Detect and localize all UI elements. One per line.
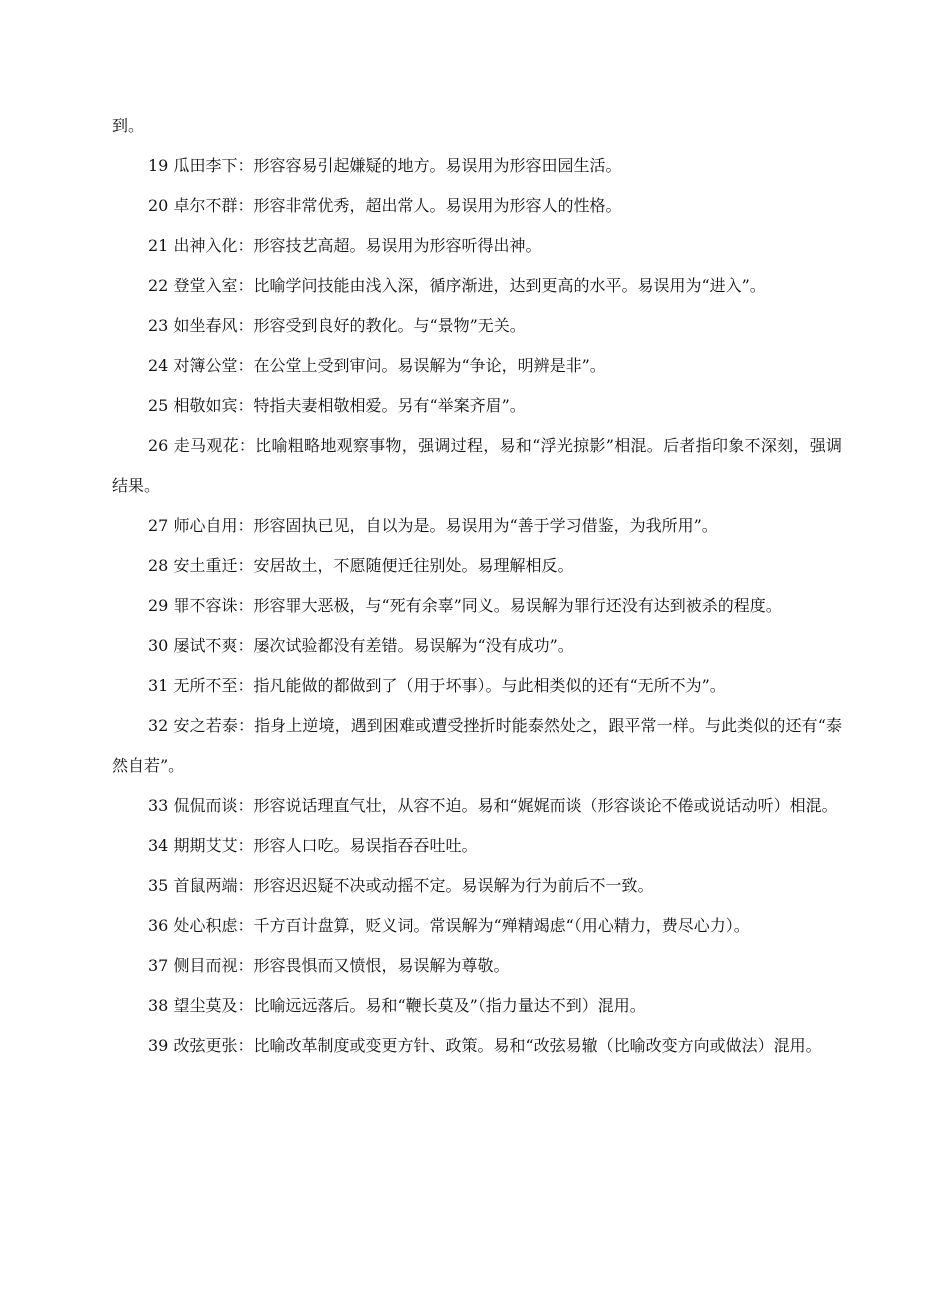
idiom-entry-24: 24 对簿公堂：在公堂上受到审问。易误解为“争论，明辨是非”。 — [148, 356, 606, 375]
idiom-entry-20: 20 卓尔不群：形容非常优秀，超出常人。易误用为形容人的性格。 — [148, 196, 622, 215]
idiom-entry-33: 33 侃侃而谈：形容说话理直气壮，从容不迫。易和“娓娓而谈（形容谈论不倦或说话动听）相混。 — [148, 796, 838, 815]
idiom-entry-29: 29 罪不容诛：形容罪大恶极，与“死有余辜”同义。易误解为罪行还没有达到被杀的程度。 — [148, 596, 782, 615]
idiom-entry-35: 35 首鼠两端：形容迟迟疑不决或动摇不定。易误解为行为前后不一致。 — [148, 876, 654, 895]
idiom-entry-21: 21 出神入化：形容技艺高超。易误用为形容听得出神。 — [148, 236, 542, 255]
idiom-entry-30: 30 屡试不爽：屡次试验都没有差错。易误解为“没有成功”。 — [148, 636, 574, 655]
idiom-entry-32: 32 安之若泰：指身上逆境，遇到困难或遭受挫折时能泰然处之，跟平常一样。与此类似的还有“泰然自若”。 — [112, 716, 842, 775]
idiom-entry-31: 31 无所不至：指凡能做的都做到了（用于坏事）。与此相类似的还有“无所不为”。 — [148, 676, 726, 695]
paragraph-continuation: 到。 — [112, 116, 145, 135]
idiom-entry-22: 22 登堂入室：比喻学问技能由浅入深，循序渐进，达到更高的水平。易误用为“进入”。 — [148, 276, 766, 295]
idiom-entry-19: 19 瓜田李下：形容容易引起嫌疑的地方。易误用为形容田园生活。 — [148, 156, 622, 175]
idiom-entry-25: 25 相敬如宾：特指夫妻相敬相爱。另有“举案齐眉”。 — [148, 396, 526, 415]
idiom-entry-37: 37 侧目而视：形容畏惧而又愤恨，易误解为尊敬。 — [148, 956, 510, 975]
idiom-entry-28: 28 安土重迁：安居故土，不愿随便迁往别处。易理解相反。 — [148, 556, 574, 575]
idiom-entry-36: 36 处心积虑：千方百计盘算，贬义词。常误解为“殚精竭虑“（用心精力，费尽心力）。 — [148, 916, 750, 935]
idiom-entry-38: 38 望尘莫及：比喻远远落后。易和“鞭长莫及”（指力量达不到）混用。 — [148, 996, 646, 1015]
idiom-entry-26: 26 走马观花：比喻粗略地观察事物，强调过程，易和“浮光掠影”相混。后者指印象不深刻，强调结果。 — [112, 436, 842, 495]
idiom-entry-23: 23 如坐春风：形容受到良好的教化。与“景物”无关。 — [148, 316, 526, 335]
idiom-entry-39: 39 改弦更张：比喻改革制度或变更方针、政策。易和“改弦易辙（比喻改变方向或做法）混用。 — [148, 1036, 822, 1055]
document-page — [112, 106, 842, 1066]
idiom-entry-27: 27 师心自用：形容固执已见，自以为是。易误用为“善于学习借鉴，为我所用”。 — [148, 516, 718, 535]
idiom-entry-34: 34 期期艾艾：形容人口吃。易误指吞吞吐吐。 — [148, 836, 478, 855]
